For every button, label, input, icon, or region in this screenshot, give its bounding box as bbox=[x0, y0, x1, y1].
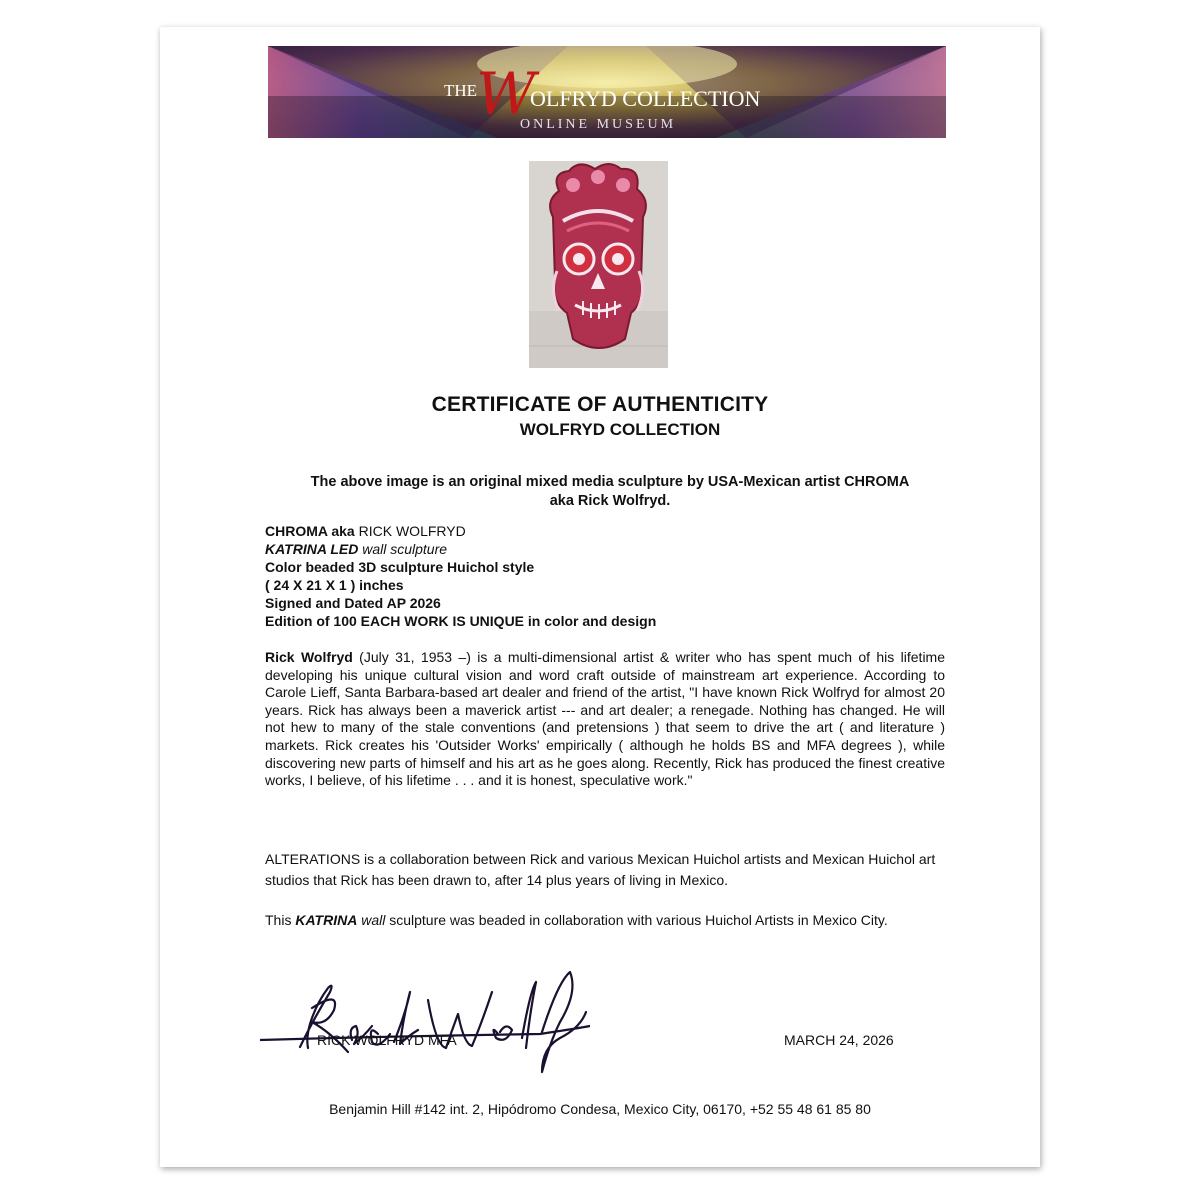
collab-prefix: This bbox=[265, 912, 296, 928]
banner-subtitle: ONLINE MUSEUM bbox=[520, 117, 677, 132]
detail-edition bbox=[265, 612, 656, 630]
certificate-page bbox=[160, 27, 1040, 1167]
banner-artwork bbox=[268, 46, 946, 138]
bio-name: Rick Wolfryd bbox=[265, 649, 353, 665]
contact-address: Benjamin Hill #142 int. 2, Hipódromo Condesa, Mexico City, 06170, +52 55 48 61 85 80 bbox=[329, 1101, 871, 1117]
banner-logo-letter: W bbox=[476, 60, 536, 128]
detail-signed: Signed and Dated AP 2026 bbox=[265, 595, 441, 611]
work-type: wall sculpture bbox=[358, 541, 448, 557]
artwork-photo bbox=[529, 161, 668, 368]
certificate-title: CERTIFICATE OF AUTHENTICITY bbox=[431, 393, 769, 416]
intro-statement bbox=[260, 473, 960, 511]
signature-icon bbox=[260, 952, 590, 1092]
bio-text: (July 31, 1953 –) is a multi-dimensional artist & writer who has spent much of his lifetime developing his unique cultural vision and word craft outside of mainstream art experience. According to Carole Lieff, Santa Barbara-based art dealer and friend of the artist, "I have known Rick Wolfryd for almost 20 years. Rick has always been a maverick artist --- and art dealer; a renegade. Nothing has changed. He will not hew to many of the stale conventions (and pretensions ) that seem to drive the art ( and literature ) markets. Rick creates his 'Outsider Works' empirically ( although he holds BS and MFA degrees ), while discovering new parts of himself and his art as he goes along. Recently, Rick has produced the finest creative works, I believe, of his lifetime . . . and it is honest, speculative work." bbox=[265, 649, 945, 789]
detail-artist bbox=[265, 522, 656, 540]
collab-work: KATRINA bbox=[295, 912, 358, 928]
museum-banner bbox=[268, 46, 946, 138]
handwritten-signature bbox=[260, 952, 590, 1092]
intro-line-1: The above image is an original mixed media sculpture by USA-Mexican artist CHROMA bbox=[310, 474, 910, 490]
banner-the: THE bbox=[444, 81, 478, 100]
certificate-subtitle: WOLFRYD COLLECTION bbox=[519, 420, 721, 439]
signature-date: MARCH 24, 2026 bbox=[784, 1032, 894, 1048]
collab-rest: sculpture was beaded in collaboration with various Huichol Artists in Mexico City. bbox=[389, 912, 888, 928]
edition-rest: in color and design bbox=[524, 613, 657, 629]
detail-dimensions: ( 24 X 21 X 1 ) inches bbox=[265, 577, 404, 593]
work-title: KATRINA LED bbox=[265, 541, 359, 557]
collab-wall: wall bbox=[357, 912, 390, 928]
signer-name: RICK WOLFRYD MFA bbox=[317, 1032, 457, 1048]
artist-alias: CHROMA aka bbox=[265, 523, 355, 539]
artwork-details bbox=[265, 522, 656, 630]
beaded-skull-sculpture-icon bbox=[529, 161, 668, 368]
collaboration-paragraph bbox=[265, 910, 955, 931]
intro-line-2: aka Rick Wolfryd. bbox=[549, 493, 671, 509]
artist-biography bbox=[265, 649, 945, 790]
edition-bold: Edition of 100 EACH WORK IS UNIQUE bbox=[265, 613, 525, 629]
detail-medium: Color beaded 3D sculpture Huichol style bbox=[265, 559, 535, 575]
detail-work bbox=[265, 540, 656, 558]
alterations-paragraph: ALTERATIONS is a collaboration between Rick and various Mexican Huichol artists and Mexican Huichol art studios that Rick has been drawn to, after 14 plus years of living in Mexico. bbox=[265, 851, 936, 888]
banner-collection-name: OLFRYD COLLECTION bbox=[530, 86, 761, 111]
artist-name: RICK WOLFRYD bbox=[354, 523, 466, 539]
